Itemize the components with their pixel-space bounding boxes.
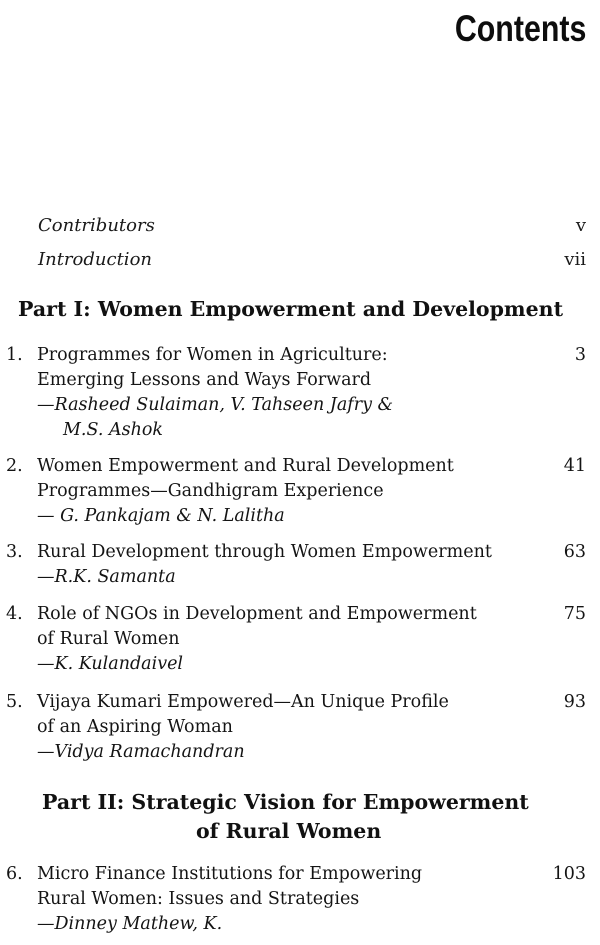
- chapter-number: 1.: [6, 345, 23, 365]
- part-heading: [0, 788, 600, 846]
- chapter-title-line: Micro Finance Institutions for Empowering: [37, 864, 423, 884]
- chapter-title-block: [37, 454, 557, 529]
- page-number: 103: [552, 864, 586, 884]
- chapter-author: — G. Pankajam & N. Lalitha: [37, 506, 285, 526]
- chapter-title-line: Programmes for Women in Agriculture:: [37, 345, 388, 365]
- chapter-title-line: Rural Development through Women Empowerment: [37, 542, 492, 562]
- chapter-number: 4.: [6, 604, 23, 624]
- chapter-title-line: Role of NGOs in Development and Empowerment: [37, 604, 477, 624]
- chapter-title-line: of Rural Women: [37, 629, 180, 649]
- part-heading-line: of Rural Women: [196, 819, 382, 843]
- chapter-title-line: Vijaya Kumari Empowered—An Unique Profile: [37, 692, 449, 712]
- chapter-author: —Vidya Ramachandran: [37, 742, 245, 762]
- chapter-title-line: Emerging Lessons and Ways Forward: [37, 370, 372, 390]
- chapter-author: —K. Kulandaivel: [37, 654, 184, 674]
- page-number: v: [575, 215, 586, 236]
- chapter-title-line: Women Empowerment and Rural Development: [37, 456, 454, 476]
- part-heading: Part I: Women Empowerment and Development: [18, 297, 564, 321]
- toc-entry-contributors[interactable]: [38, 215, 586, 236]
- entry-label: Contributors: [38, 215, 155, 236]
- page-number: 41: [563, 456, 586, 476]
- page-number: 75: [563, 604, 586, 624]
- chapter-number: 2.: [6, 456, 23, 476]
- chapter-title-line: Programmes—Gandhigram Experience: [37, 481, 384, 501]
- chapter-number: 6.: [6, 864, 23, 884]
- chapter-author: —Rasheed Sulaiman, V. Tahseen Jafry &: [37, 395, 394, 415]
- page-number: vii: [564, 249, 586, 270]
- chapter-title-block: [37, 690, 557, 765]
- toc-entry-introduction[interactable]: [38, 249, 586, 270]
- page-title: Contents: [454, 8, 586, 49]
- chapter-title-line: Rural Women: Issues and Strategies: [37, 889, 360, 909]
- entry-label: Introduction: [38, 249, 152, 270]
- chapter-title-block: [37, 343, 557, 443]
- chapter-title-block: [37, 602, 557, 677]
- page-number: 63: [563, 542, 586, 562]
- chapter-author: —Dinney Mathew, K.: [37, 914, 223, 934]
- page-number: 93: [563, 692, 586, 712]
- page-number: 3: [574, 345, 586, 365]
- chapter-number: 3.: [6, 542, 23, 562]
- chapter-author: M.S. Ashok: [63, 420, 164, 440]
- part-heading-line: Part II: Strategic Vision for Empowerment: [42, 790, 529, 814]
- chapter-author: —R.K. Samanta: [37, 567, 176, 587]
- chapter-number: 5.: [6, 692, 23, 712]
- chapter-title-line: of an Aspiring Woman: [37, 717, 233, 737]
- chapter-title-block: [37, 540, 557, 590]
- chapter-title-block: [37, 862, 557, 937]
